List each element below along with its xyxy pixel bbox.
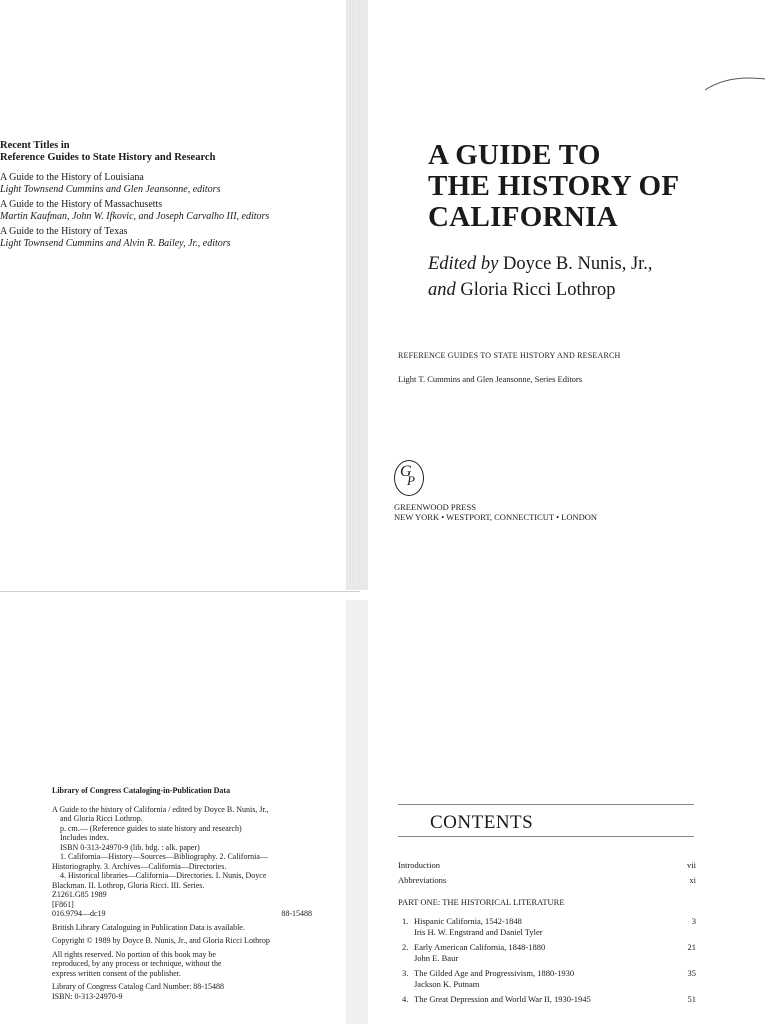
- toc-entry-label: Introduction: [398, 860, 441, 870]
- toc-chapter-number: 3.: [402, 968, 409, 978]
- publisher-block: [394, 502, 597, 522]
- cip-header: Library of Congress Cataloging-in-Publication Data: [52, 786, 231, 795]
- toc-chapter: [398, 916, 696, 938]
- series-item-title: A Guide to the History of Massachusetts: [0, 199, 163, 210]
- series-item: [0, 226, 340, 250]
- isbn-line: ISBN: 0-313-24970-9: [52, 991, 123, 1001]
- rights-line: express written consent of the publisher.: [52, 968, 181, 978]
- cip-line: Z1261.G85 1989: [52, 890, 107, 899]
- publisher-places: NEW YORK • WESTPORT, CONNECTICUT • LONDON: [394, 512, 598, 522]
- series-item-editors: Martin Kaufman, John W. Ifkovic, and Joseph Carvalho III, editors: [0, 211, 270, 222]
- and-label: and: [428, 280, 456, 300]
- toc-chapter-author: Iris H. W. Engstrand and Daniel Tyler: [414, 927, 543, 937]
- cip-line: 4. Historical libraries—California—Directories. I. Nunis, Doyce: [60, 871, 267, 880]
- toc-chapter-number: 2.: [402, 942, 409, 952]
- series-item: [0, 172, 340, 196]
- page-fold-line: [0, 591, 360, 592]
- toc-chapter-number: 4.: [402, 994, 409, 1004]
- cip-line: Blackman. II. Lothrop, Gloria Ricci. III. Series.: [52, 880, 205, 890]
- editor-name: Doyce B. Nunis, Jr.,: [503, 254, 653, 274]
- toc-chapter-page: 3: [691, 916, 696, 926]
- toc-entry-page: xi: [689, 875, 696, 885]
- edited-by-label: Edited by: [428, 254, 499, 274]
- series-editors: Light T. Cummins and Glen Jeansonne, Series Editors: [398, 374, 583, 384]
- series-list-header: [0, 140, 340, 164]
- book-editors: [428, 251, 758, 303]
- cip-line: [F861]: [52, 899, 74, 909]
- cip-class-row: [52, 909, 352, 919]
- series-item-editors: Light Townsend Cummins and Glen Jeansonne, editors: [0, 184, 221, 195]
- british-library-note: British Library Cataloguing in Publication Data is available.: [52, 922, 245, 932]
- cip-record: [52, 805, 352, 919]
- rights-line: reproduced, by any process or technique, without the: [52, 959, 222, 968]
- series-item: [0, 199, 340, 223]
- cip-record-number: 88-15488: [281, 909, 312, 918]
- table-of-contents: [398, 860, 696, 1009]
- series-item-editors: Light Townsend Cummins and Alvin R. Bailey, Jr., editors: [0, 238, 231, 249]
- toc-entry: [398, 860, 696, 871]
- cip-block: [52, 786, 352, 1001]
- lccn-line: Library of Congress Catalog Card Number: 88-15488: [52, 982, 224, 991]
- cip-line: and Gloria Ricci Lothrop.: [60, 814, 143, 823]
- toc-entry-label: Abbreviations: [398, 875, 447, 885]
- copyright-line: Copyright © 1989 by Doyce B. Nunis, Jr., and Gloria Ricci Lothrop: [52, 936, 270, 945]
- book-title-line: THE HISTORY OF: [428, 170, 680, 202]
- toc-chapter: [398, 942, 696, 964]
- book-title-line: A GUIDE TO: [428, 139, 601, 171]
- contents-heading: CONTENTS: [430, 812, 534, 833]
- greenwood-logo-icon: [394, 460, 424, 496]
- contents-rule-bottom: [398, 836, 694, 837]
- toc-chapter-author: Jackson K. Putnam: [414, 979, 480, 989]
- toc-chapter: [398, 994, 696, 1005]
- contents-rule-top: [398, 804, 694, 805]
- logo-letter: P: [407, 473, 415, 488]
- toc-chapter-title: The Gilded Age and Progressivism, 1880-1930: [414, 968, 575, 978]
- toc-chapter-title: Hispanic California, 1542-1848: [414, 916, 522, 926]
- toc-chapter-author: John E. Baur: [414, 953, 459, 963]
- toc-entry: [398, 875, 696, 886]
- toc-part-heading: PART ONE: THE HISTORICAL LITERATURE: [398, 897, 565, 907]
- book-title-line: CALIFORNIA: [428, 201, 618, 233]
- toc-chapter-title: Early American California, 1848-1880: [414, 942, 546, 952]
- toc-chapter-page: 35: [687, 968, 696, 978]
- toc-chapter-page: 21: [687, 942, 696, 952]
- series-list: [0, 140, 340, 253]
- toc-entry-page: vii: [687, 860, 696, 870]
- series-item-title: A Guide to the History of Louisiana: [0, 172, 144, 183]
- cip-line: Historiography. 3. Archives—California—Directories.: [52, 861, 227, 871]
- pen-mark: [705, 74, 765, 94]
- cip-line: 1. California—History—Sources—Bibliography. 2. California—: [60, 852, 268, 861]
- cip-line: 016.9794—dc19: [52, 909, 106, 918]
- toc-chapter-number: 1.: [402, 916, 409, 926]
- series-header-line: Reference Guides to State History and Research: [0, 152, 216, 163]
- rights-notice: [52, 950, 352, 979]
- toc-chapter: [398, 968, 696, 990]
- toc-chapter-page: 51: [687, 994, 696, 1004]
- page-gutter-top: [346, 0, 368, 590]
- series-name: REFERENCE GUIDES TO STATE HISTORY AND RESEARCH: [398, 351, 621, 360]
- publisher-name: GREENWOOD PRESS: [394, 502, 476, 512]
- cip-line: Includes index.: [60, 833, 109, 842]
- series-header-line: Recent Titles in: [0, 140, 70, 151]
- cip-line: A Guide to the history of California / edited by Doyce B. Nunis, Jr.,: [52, 804, 269, 814]
- series-item-title: A Guide to the History of Texas: [0, 226, 128, 237]
- book-title: [428, 140, 758, 233]
- cip-line: ISBN 0-313-24970-9 (lib. bdg. : alk. paper): [60, 842, 200, 852]
- cip-line: p. cm.— (Reference guides to state history and research): [60, 823, 242, 833]
- rights-line: All rights reserved. No portion of this book may be: [52, 949, 216, 959]
- editor-name: Gloria Ricci Lothrop: [460, 280, 616, 300]
- logo-letter: G: [400, 463, 412, 480]
- toc-chapter-title: The Great Depression and World War II, 1930-1945: [414, 994, 591, 1004]
